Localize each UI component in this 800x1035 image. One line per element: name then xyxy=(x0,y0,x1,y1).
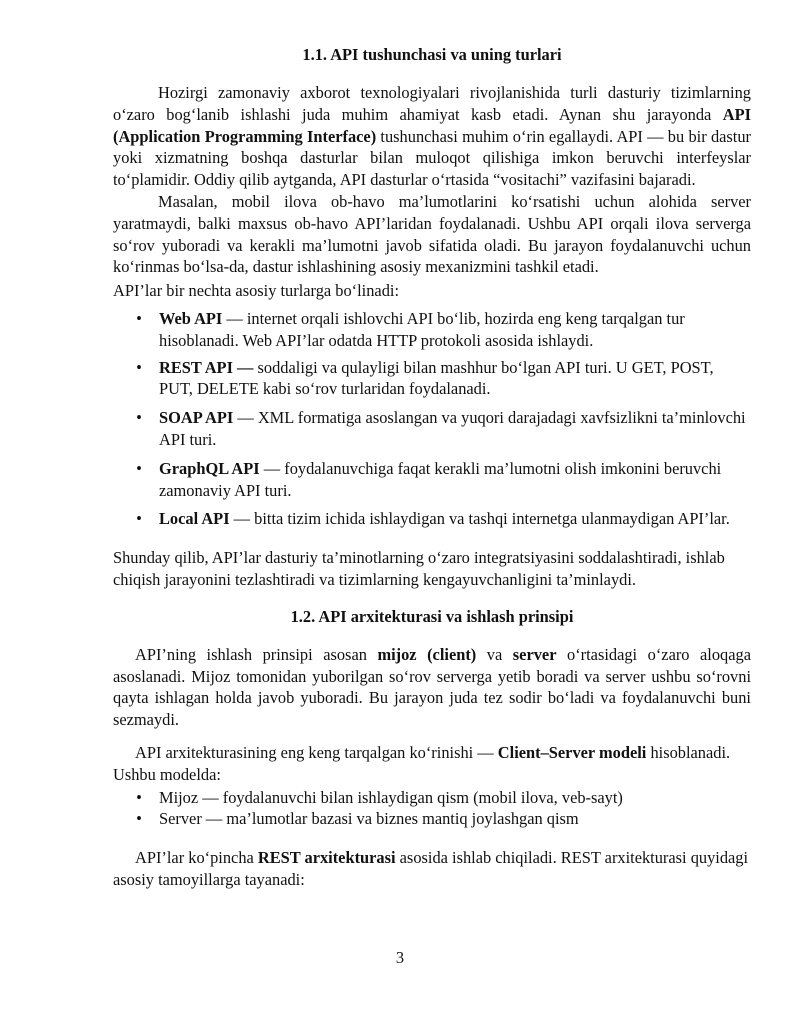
bold-term: REST arxitekturasi xyxy=(257,848,396,868)
text: asosida ishlab chiqiladi. REST arxitekturasi quyidagi asosiy tamoyillarga tayanadi: xyxy=(113,848,749,889)
item-text: Server — ma’lumotlar bazasi va biznes mantiq joylashgan qism xyxy=(159,809,579,829)
type-desc: — XML formatiga asoslangan va yuqori darajadagi xavfsizlikni ta’minlovchi API turi. xyxy=(159,408,746,449)
bullet-icon: • xyxy=(136,357,142,377)
section-2-title: 1.2. API arxitekturasi va ishlash prinsipi xyxy=(290,606,574,626)
text: va xyxy=(476,644,513,664)
list-item xyxy=(113,458,751,502)
section-1-paragraph-3: API’lar bir nechta asosiy turlarga bo‘linadi: xyxy=(113,281,399,301)
bold-term: Client–Server modeli xyxy=(497,742,647,762)
text: o‘rtasidagi o‘zaro aloqaga asoslanadi. Mijoz tomonidan yuborilgan so‘rov serverga yetib boradi va server ushbu so‘rovni qayta ishlagan holda javob yuboradi. Bu jarayon juda tez sodir bo‘ladi va foydalanuvchi buni sezmaydi. xyxy=(113,644,751,730)
client-server-list xyxy=(113,787,751,831)
list-item xyxy=(113,787,751,809)
bullet-icon: • xyxy=(136,458,142,478)
type-desc: — foydalanuvchiga faqat kerakli ma’lumotni olish imkonini beruvchi zamonaviy API turi. xyxy=(159,458,722,500)
section-1-title: 1.1. API tushunchasi va uning turlari xyxy=(302,45,562,64)
section-2-paragraph-3 xyxy=(113,847,751,891)
section-1-paragraph-2: Masalan, mobil ilova ob-havo ma’lumotlarini ko‘rsatishi uchun alohida server yaratmaydi, balki maxsus ob-havo API’laridan foydalanadi. Ushbu API orqali ilova serverga so‘rov yuboradi va kerakli ma’lumotni javob sifatida oladi. Bu jarayon foydalanuvchi uchun ko‘rinmas bo‘lsa-da, dastur ishlashining asosiy mexanizmini tashkil etadi. xyxy=(113,191,751,277)
section-2-paragraph-2 xyxy=(113,742,751,786)
type-name: REST API — xyxy=(159,357,254,377)
bold-term: API (Application Programming Interface) xyxy=(113,104,751,146)
api-types-list xyxy=(113,308,751,530)
type-desc: — internet orqali ishlovchi API bo‘lib, hozirda eng keng tarqalgan tur hisoblanadi. Web API’lar odatda HTTP protokoli asosida ishlaydi. xyxy=(159,308,685,350)
page-number: 3 xyxy=(395,948,405,967)
type-desc: — bitta tizim ichida ishlaydigan va tashqi internetga ulanmaydigan API’lar. xyxy=(229,509,730,529)
type-name: SOAP API xyxy=(159,408,234,428)
text: API’ning ishlash prinsipi asosan xyxy=(135,644,378,664)
list-item xyxy=(113,407,751,451)
list-item xyxy=(113,308,751,352)
text: hisoblanadi. Ushbu modelda: xyxy=(113,742,731,784)
type-name: Local API xyxy=(159,509,230,529)
list-item xyxy=(113,357,751,401)
section-1-paragraph-1 xyxy=(113,82,751,191)
type-name: Web API xyxy=(159,308,223,328)
section-2-paragraph-1 xyxy=(113,644,751,731)
section-1-paragraph-4: Shunday qilib, API’lar dasturiy ta’minotlarning o‘zaro integratsiyasini soddalashtiradi, ishlab chiqish jarayonini tezlashtiradi va tizimlarning kengayuvchanligini ta’minlaydi. xyxy=(113,548,725,589)
bold-term: mijoz (client) xyxy=(377,644,477,664)
bullet-icon: • xyxy=(136,809,142,829)
text: API’lar ko‘pincha xyxy=(135,848,258,868)
document-page xyxy=(113,44,751,891)
bullet-icon: • xyxy=(136,308,142,328)
bold-term: server xyxy=(512,644,557,664)
bullet-icon: • xyxy=(136,787,142,807)
type-desc: soddaligi va qulayligi bilan mashhur bo‘lgan API turi. U GET, POST, PUT, DELETE kabi so‘rov turlaridan foydalanadi. xyxy=(159,357,714,399)
bullet-icon: • xyxy=(136,509,142,529)
item-text: Mijoz — foydalanuvchi bilan ishlaydigan qism (mobil ilova, veb-sayt) xyxy=(159,787,623,807)
list-item xyxy=(113,508,751,530)
text: API arxitekturasining eng keng tarqalgan ko‘rinishi — xyxy=(135,742,498,762)
type-name: GraphQL API xyxy=(159,458,260,478)
list-item xyxy=(113,808,751,830)
bullet-icon: • xyxy=(136,408,142,428)
text: Hozirgi zamonaviy axborot texnologiyalari rivojlanishida turli dasturiy tizimlarning o‘zaro bog‘lanib ishlashi juda muhim ahamiyat kasb etadi. Aynan shu jarayonda xyxy=(113,83,751,124)
text: tushunchasi muhim o‘rin egallaydi. API — bu bir dastur yoki xizmatning boshqa dasturlar bilan muloqot qilishiga imkon beruvchi interfeyslar to‘plamidir. Oddiy qilib aytganda, API dasturlar o‘rtasida “vositachi” vazifasini bajaradi. xyxy=(113,126,751,190)
